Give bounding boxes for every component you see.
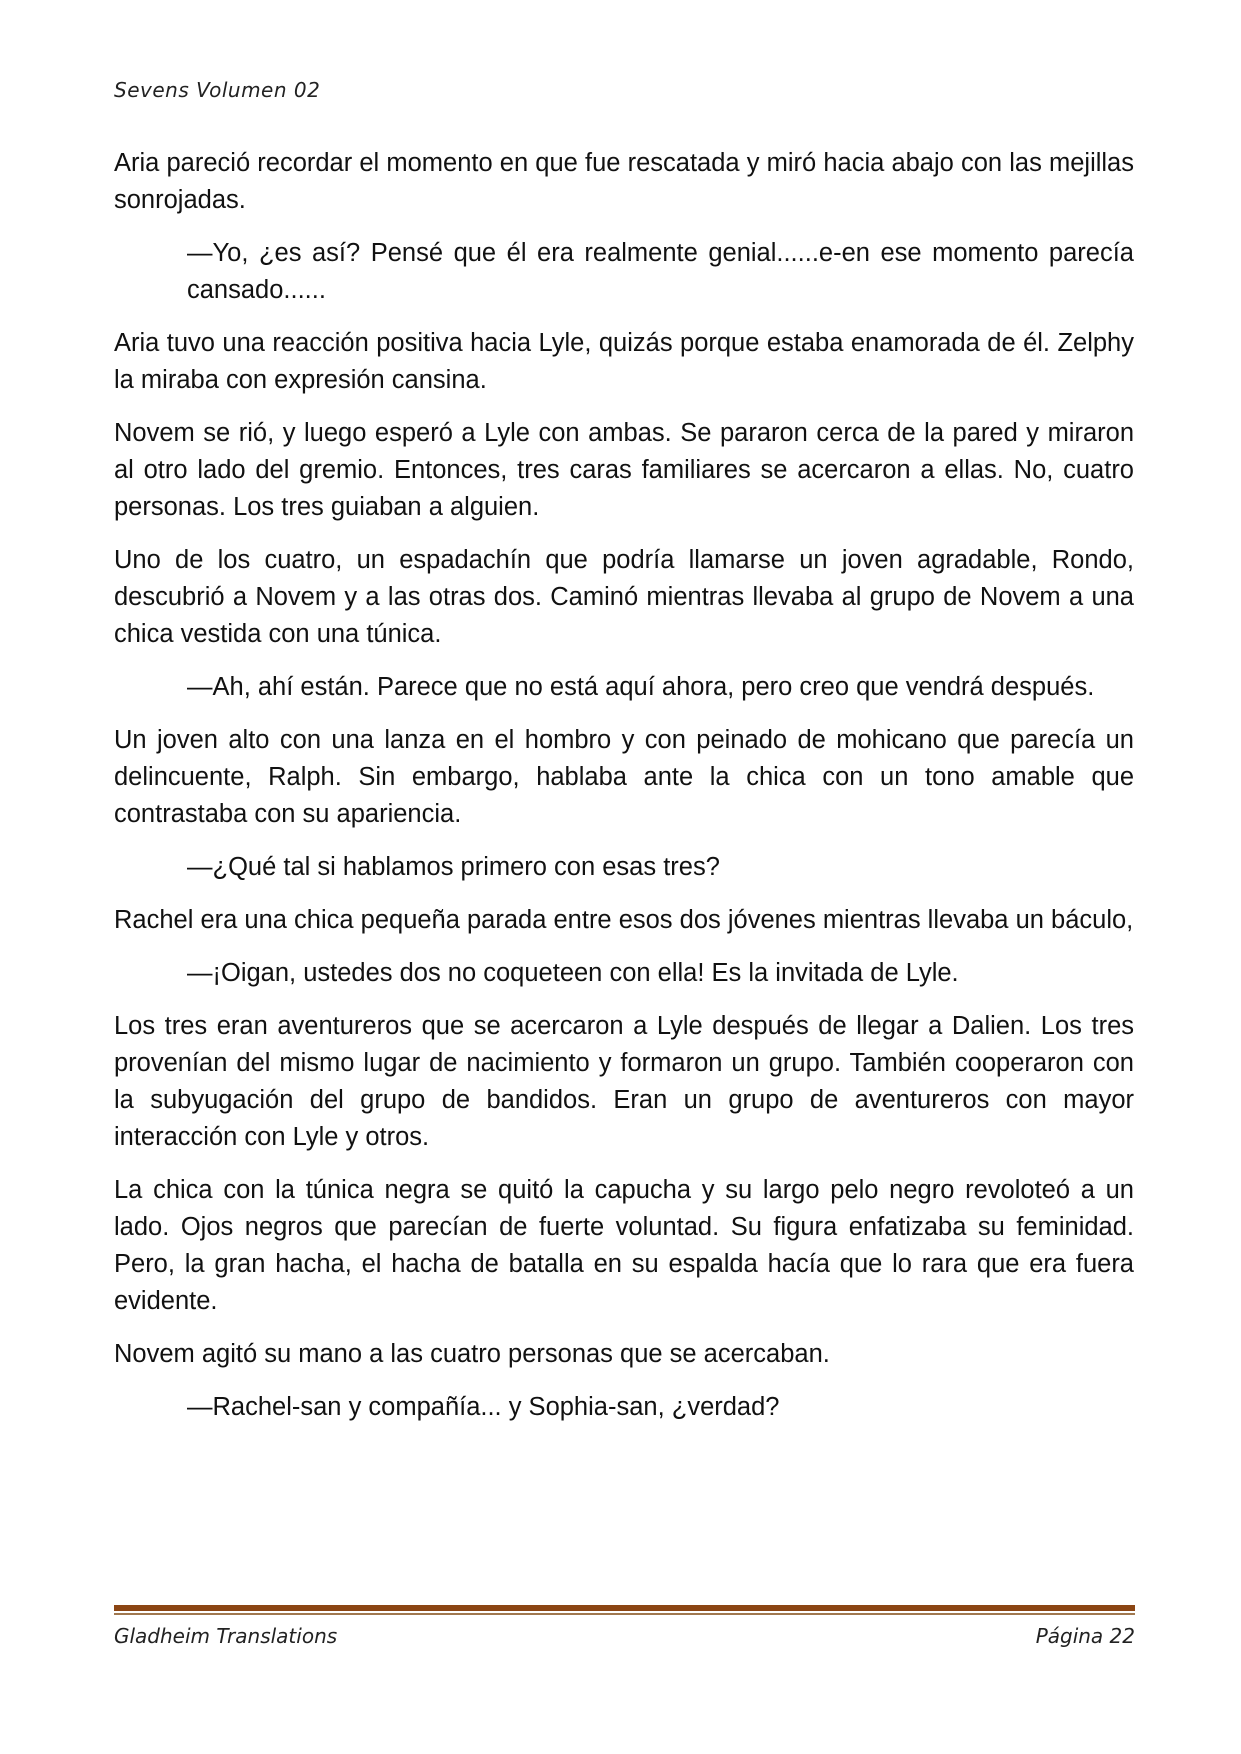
- page-number: Página 22: [1035, 1624, 1135, 1648]
- paragraph: Novem se rió, y luego esperó a Lyle con ambas. Se pararon cerca de la pared y miraron al otro lado del gremio. Entonces, tres caras familiares se acercaron a ellas. No, cuatro personas. Los tres guiaban a alguien.: [114, 419, 1134, 521]
- paragraph: Un joven alto con una lanza en el hombro y con peinado de mohicano que parecía un delincuente, Ralph. Sin embargo, hablaba ante la chica con un tono amable que contrastaba con su apariencia.: [114, 726, 1134, 828]
- dialogue-line: —¿Qué tal si hablamos primero con esas tres?: [187, 853, 720, 881]
- dialogue-line: —Rachel-san y compañía... y Sophia-san, ¿verdad?: [187, 1393, 780, 1421]
- paragraph: La chica con la túnica negra se quitó la capucha y su largo pelo negro revoloteó a un lado. Ojos negros que parecían de fuerte voluntad. Su figura enfatizaba su feminidad. Pero, la gran hacha, el hacha de batalla en su espalda hacía que lo rara que era fuera evidente.: [114, 1176, 1134, 1315]
- dialogue-line: —¡Oigan, ustedes dos no coqueteen con ella! Es la invitada de Lyle.: [187, 959, 959, 987]
- running-header: Sevens Volumen 02: [114, 78, 321, 102]
- paragraph: Los tres eran aventureros que se acercaron a Lyle después de llegar a Dalien. Los tres provenían del mismo lugar de nacimiento y formaron un grupo. También cooperaron con la subyugación del grupo de bandidos. Eran un grupo de aventureros con mayor interacción con Lyle y otros.: [114, 1012, 1134, 1151]
- page-body: [114, 145, 1134, 1442]
- footer-rule-thick: [114, 1605, 1135, 1611]
- paragraph: Novem agitó su mano a las cuatro personas que se acercaban.: [114, 1340, 830, 1368]
- paragraph: Uno de los cuatro, un espadachín que podría llamarse un joven agradable, Rondo, descubrió a Novem y a las otras dos. Caminó mientras llevaba al grupo de Novem a una chica vestida con una túnica.: [114, 546, 1134, 648]
- paragraph: Aria tuvo una reacción positiva hacia Lyle, quizás porque estaba enamorada de él. Zelphy la miraba con expresión cansina.: [114, 329, 1134, 394]
- footer-publisher: Gladheim Translations: [114, 1624, 338, 1648]
- dialogue-line: —Ah, ahí están. Parece que no está aquí ahora, pero creo que vendrá después.: [187, 673, 1095, 701]
- dialogue-line: —Yo, ¿es así? Pensé que él era realmente genial......e-en ese momento parecía cansado......: [187, 239, 1134, 304]
- footer-rule-thin: [114, 1613, 1135, 1615]
- paragraph: Aria pareció recordar el momento en que fue rescatada y miró hacia abajo con las mejillas sonrojadas.: [114, 149, 1134, 214]
- paragraph: Rachel era una chica pequeña parada entre esos dos jóvenes mientras llevaba un báculo,: [114, 906, 1134, 934]
